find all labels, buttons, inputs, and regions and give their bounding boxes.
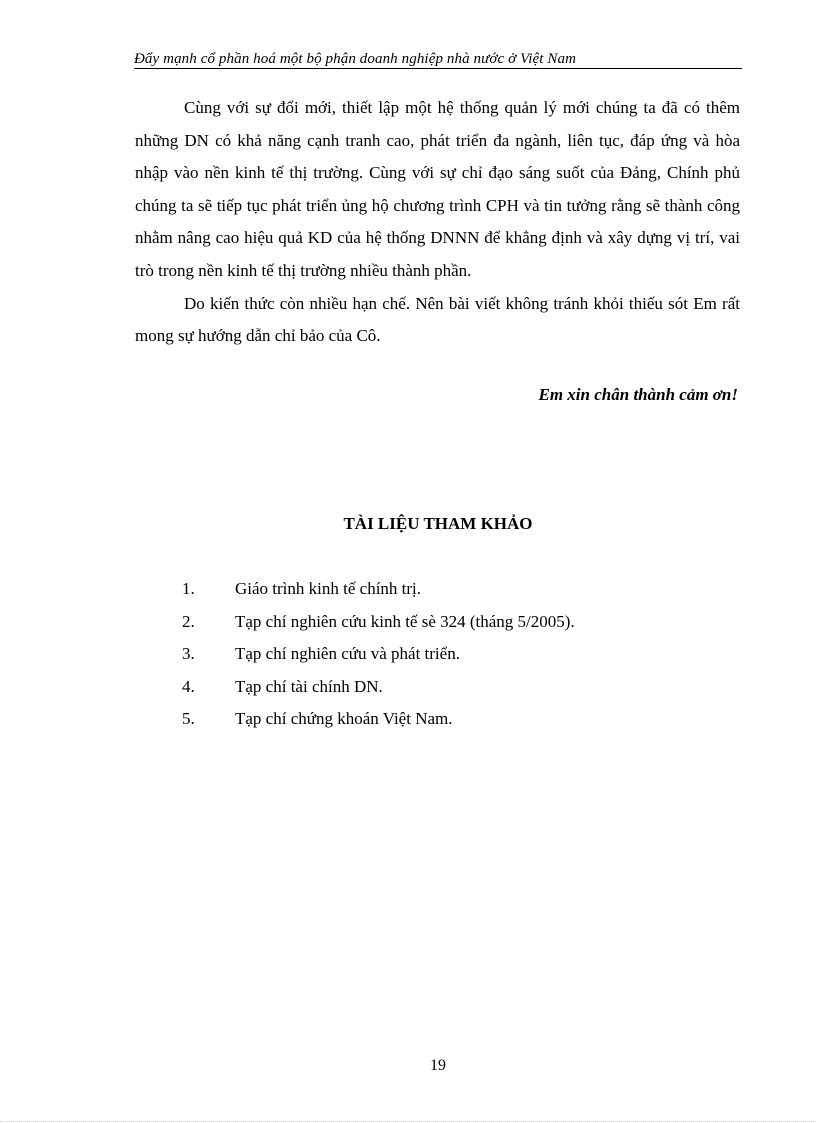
header-rule (134, 68, 742, 69)
reference-item (182, 608, 742, 641)
reference-text: Tạp chí nghiên cứu và phát triển. (235, 644, 460, 664)
reference-text: Tạp chí chứng khoán Việt Nam. (235, 709, 453, 729)
reference-item (182, 673, 742, 706)
page-number: 19 (430, 1057, 446, 1074)
reference-text: Tạp chí tài chính DN. (235, 676, 383, 696)
reference-item (182, 705, 742, 738)
page-bottom-border (0, 1121, 816, 1122)
running-header: Đẩy mạnh cổ phần hoá một bộ phận doanh nghiệp nhà nước ở Việt Nam (134, 51, 577, 67)
reference-item (182, 640, 742, 673)
reference-number: 3. (182, 644, 195, 664)
reference-number: 5. (182, 709, 195, 729)
reference-item (182, 575, 742, 608)
reference-text: Giáo trình kinh tế chính trị. (235, 579, 422, 598)
reference-number: 4. (182, 676, 195, 696)
references-list (182, 575, 742, 738)
reference-text: Tạp chí nghiên cứu kinh tế sè 324 (tháng 5/2005). (235, 611, 575, 631)
references-title: TÀI LIỆU THAM KHẢO (343, 514, 533, 533)
signoff: Em xin chân thành cảm ơn! (538, 385, 738, 404)
reference-number: 1. (182, 579, 195, 598)
reference-number: 2. (182, 611, 195, 631)
paragraph-apology: Do kiến thức còn nhiều hạn chế. Nên bài viết không tránh khỏi thiếu sót Em rất mong sự hướng dẫn chỉ bảo của Cô. (135, 293, 740, 346)
paragraph-conclusion: Cùng với sự đổi mới, thiết lập một hệ thống quản lý mới chúng ta đã có thêm những DN có khả năng cạnh tranh cao, phát triển đa ngành, liên tục, đáp ứng và hòa nhập vào nền kinh tế thị trường. Cùng với sự chỉ đạo sáng suốt của Đảng, Chính phủ chúng ta sẽ tiếp tục phát triển ủng hộ chương trình CPH và tin tưởng rằng sẽ thành công nhằm nâng cao hiệu quả KD của hệ thống DNNN để khẳng định và xây dựng vị trí, vai trò trong nền kinh tế thị trường nhiều thành phần. (135, 98, 740, 280)
body-text (135, 92, 740, 353)
